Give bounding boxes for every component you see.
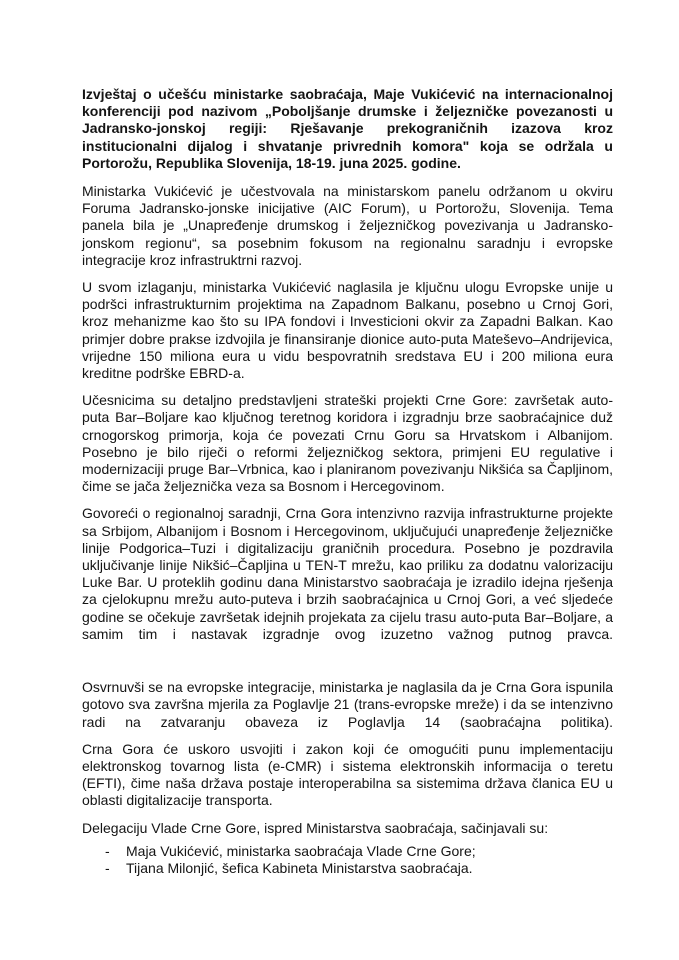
list-item — [105, 843, 613, 860]
delegation-member: Maja Vukićević, ministarka saobraćaja Vlade Crne Gore; — [126, 842, 476, 859]
delegation-intro: Delegaciju Vlade Crne Gore, ispred Ministarstva saobraćaja, sačinjavali su: — [82, 819, 549, 836]
paragraph-strategic-projects: Učesnicima su detaljno predstavljeni strateški projekti Crne Gore: završetak auto-puta Bar–Boljare kao ključnog teretnog koridora i izgradnju brze saobraćajnice duž crnogorskog primorja, koja će povezati Crnu Goru sa Hrvatskom i Albanijom. Posebno je bilo riječi o reformi željezničkog sektora, primjeni EU regulative i modernizaciji pruge Bar–Vrbnica, kao i planiranom povezivanju Nikšića sa Čapljinom, čime se jača željeznička veza sa Bosnom i Hercegovinom. — [82, 392, 613, 495]
document-title: Izvještaj o učešću ministarke saobraćaja, Maje Vukićević na internacionalnoj konferenciji pod nazivom „Poboljšanje drumske i željezničke povezanosti u Jadransko-jonskoj regiji: Rješavanje prekograničnih izazova kroz institucionalni dijalog i shvatanje privrednih komora" koja se održala u Portorožu, Republika Slovenija, 18-19. juna 2025. godine. — [82, 86, 613, 171]
paragraph-eu-role: U svom izlaganju, ministarka Vukićević naglasila je ključnu ulogu Evropske unije u podršci infrastrukturnim projektima na Zapadnom Balkanu, posebno u Crnoj Gori, kroz mehanizme kao što su IPA fondovi i Investicioni okvir za Zapadni Balkan. Kao primjer dobre prakse izdvojila je finansiranje dionice auto-puta Mateševo–Andrijevica, vrijedne 150 miliona eura u vidu bespovratnih sredstava EU i 200 miliona eura kreditne podrške EBRD-a. — [82, 279, 613, 382]
list-item — [105, 860, 613, 877]
paragraph-eu-integration: Osvrnuvši se na evropske integracije, ministarka je naglasila da je Crna Gora ispunila gotovo sva završna mjerila za Poglavlje 21 (trans-evropske mreže) i da se intenzivno radi na zatvaranju obaveza iz Poglavlja 14 (saobraćajna politika). — [82, 679, 613, 730]
paragraph-regional-cooperation: Govoreći o regionalnoj saradnji, Crna Gora intenzivno razvija infrastrukturne projekte sa Srbijom, Albanijom i Bosnom i Hercegovinom, uključujući unapređenje željezničke linije Podgorica–Tuzi i digitalizaciju graničnih procedura. Posebno je pozdravila uključivanje linije Nikšić–Čapljina u TEN-T mrežu, kao priliku za dodatnu valorizaciju Luke Bar. U proteklih godinu dana Ministarstvo saobraćaja je izradilo idejna rješenja za cjelokupnu mrežu auto-puteva i brzih saobraćajnica u Crnoj Gori, a već sljedeće godine se očekuje završetak idejnih projekata za cijelu trasu auto-puta Bar–Boljare, a samim tim i nastavak izgradnje ovog izuzetno važnog putnog pravca. — [82, 505, 613, 642]
delegation-list — [105, 843, 613, 877]
delegation-member: Tijana Milonjić, šefica Kabineta Ministarstva saobraćaja. — [126, 859, 473, 876]
list-dash-bullet: - — [105, 842, 110, 859]
paragraph-ecmr-law: Crna Gora će uskoro usvojiti i zakon koji će omogućiti punu implementaciju elektronskog tovarnog lista (e-CMR) i sistema elektronskih informacija o teretu (EFTI), čime naša država postaje interoperabilna sa sistemima država članica EU u oblasti digitalizacije transporta. — [82, 740, 613, 809]
list-dash-bullet: - — [105, 859, 110, 876]
paragraph-panel-participation: Ministarka Vukićević je učestvovala na ministarskom panelu održanom u okviru Foruma Jadransko-jonske inicijative (AIC Forum), u Portorožu, Slovenija. Tema panela bila je „Unapređenje drumskog i željezničkog povezivanja u Jadransko-jonskom regionu“, sa posebnim fokusom na regionalnu saradnju i evropske integracije kroz infrastruktrni razvoj. — [82, 183, 613, 268]
